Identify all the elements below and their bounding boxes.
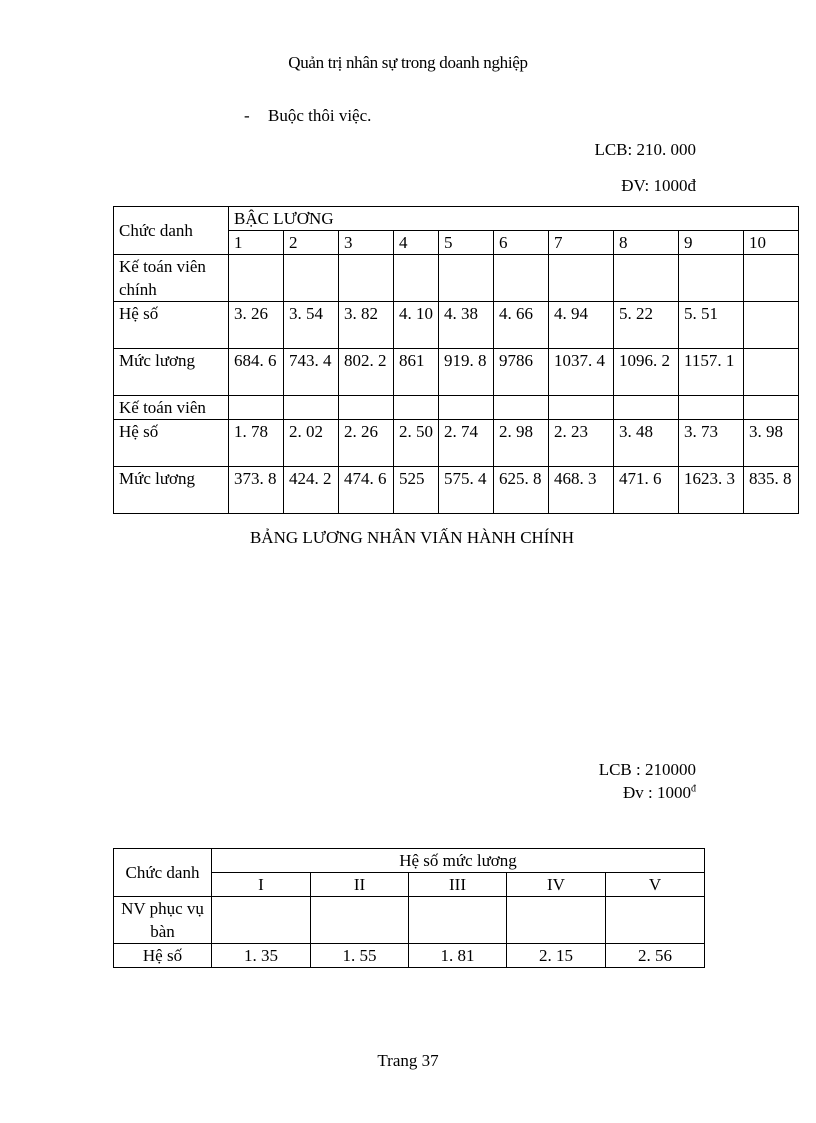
data-cell: 373. 8 <box>229 467 284 514</box>
data-cell: 1037. 4 <box>549 349 614 396</box>
data-cell: 3. 82 <box>339 302 394 349</box>
level-cell: 9 <box>679 231 744 255</box>
data-cell <box>284 396 339 420</box>
level-cell: 5 <box>439 231 494 255</box>
data-cell: 3. 54 <box>284 302 339 349</box>
level-cell: 7 <box>549 231 614 255</box>
row-label-cell: Mức lương <box>114 349 229 396</box>
bullet-dash: - <box>244 106 250 125</box>
data-cell: 2. 26 <box>339 420 394 467</box>
data-cell: 474. 6 <box>339 467 394 514</box>
level-cell: I <box>212 873 311 897</box>
coefficient-table <box>113 848 705 968</box>
table-row <box>114 349 799 396</box>
group-header-cell: BẬC LƯƠNG <box>229 207 799 231</box>
data-cell: 575. 4 <box>439 467 494 514</box>
table-row <box>114 396 799 420</box>
data-cell <box>394 396 439 420</box>
data-cell <box>494 396 549 420</box>
data-cell <box>549 396 614 420</box>
data-cell: 9786 <box>494 349 549 396</box>
data-cell <box>614 255 679 302</box>
table-row <box>114 302 799 349</box>
data-cell <box>339 255 394 302</box>
data-cell: 2. 98 <box>494 420 549 467</box>
data-cell <box>339 396 394 420</box>
bullet-item <box>244 106 371 126</box>
data-cell: 5. 51 <box>679 302 744 349</box>
data-cell: 2. 02 <box>284 420 339 467</box>
data-cell: 802. 2 <box>339 349 394 396</box>
data-cell <box>212 897 311 944</box>
data-cell <box>229 255 284 302</box>
data-cell <box>439 396 494 420</box>
data-cell: 835. 8 <box>744 467 799 514</box>
table-row <box>114 420 799 467</box>
data-cell: 4. 94 <box>549 302 614 349</box>
data-cell <box>606 897 705 944</box>
bullet-text: Buộc thôi việc. <box>268 106 372 125</box>
data-cell: 2. 74 <box>439 420 494 467</box>
row-label-cell: Hệ số <box>114 944 212 968</box>
data-cell <box>507 897 606 944</box>
data-cell: 424. 2 <box>284 467 339 514</box>
level-cell: 3 <box>339 231 394 255</box>
data-cell <box>744 349 799 396</box>
data-cell: 3. 73 <box>679 420 744 467</box>
header-row <box>114 849 705 873</box>
data-cell: 1. 78 <box>229 420 284 467</box>
base-salary-note: LCB: 210. 000 <box>594 140 696 159</box>
row-label-cell: Mức lương <box>114 467 229 514</box>
unit-note-2 <box>623 783 696 803</box>
level-cell: V <box>606 873 705 897</box>
data-cell: 3. 98 <box>744 420 799 467</box>
data-cell: 625. 8 <box>494 467 549 514</box>
level-cell: 6 <box>494 231 549 255</box>
data-cell: 468. 3 <box>549 467 614 514</box>
row-label-cell: Hệ số <box>114 302 229 349</box>
data-cell: 2. 56 <box>606 944 705 968</box>
data-cell: 471. 6 <box>614 467 679 514</box>
data-cell: 2. 50 <box>394 420 439 467</box>
data-cell: 1157. 1 <box>679 349 744 396</box>
page-number: Trang 37 <box>377 1051 439 1070</box>
level-cell: 10 <box>744 231 799 255</box>
row-label-cell: NV phục vụ bàn <box>114 897 212 944</box>
data-cell: 2. 23 <box>549 420 614 467</box>
salary-grade-table <box>113 206 799 514</box>
level-cell: III <box>409 873 507 897</box>
col-header-cell: Chức danh <box>114 849 212 897</box>
data-cell <box>394 255 439 302</box>
data-cell <box>229 396 284 420</box>
data-cell: 1. 55 <box>311 944 409 968</box>
data-cell <box>679 396 744 420</box>
data-cell: 4. 38 <box>439 302 494 349</box>
unit-note: ĐV: 1000đ <box>621 176 696 195</box>
header-row <box>114 207 799 231</box>
level-cell: 2 <box>284 231 339 255</box>
row-label-cell: Kế toán viên <box>114 396 229 420</box>
data-cell <box>439 255 494 302</box>
data-cell <box>744 396 799 420</box>
data-cell <box>744 255 799 302</box>
data-cell: 684. 6 <box>229 349 284 396</box>
col-header-cell: Chức danh <box>114 207 229 255</box>
data-cell: 1. 81 <box>409 944 507 968</box>
unit-note-2-sup: đ <box>691 783 696 795</box>
row-label-cell: Kế toán viên chính <box>114 255 229 302</box>
group-header-cell: Hệ số mức lương <box>212 849 705 873</box>
data-cell: 525 <box>394 467 439 514</box>
level-cell: II <box>311 873 409 897</box>
table-row <box>114 897 705 944</box>
unit-note-2-text: Đv : 1000 <box>623 783 691 802</box>
data-cell <box>744 302 799 349</box>
data-cell <box>409 897 507 944</box>
data-cell <box>311 897 409 944</box>
data-cell: 5. 22 <box>614 302 679 349</box>
data-cell: 3. 48 <box>614 420 679 467</box>
row-label-cell: Hệ số <box>114 420 229 467</box>
table-row <box>114 255 799 302</box>
table-caption: BẢNG LƯƠNG NHÂN VIẤN HÀNH CHÍNH <box>249 528 575 547</box>
data-cell: 919. 8 <box>439 349 494 396</box>
table-row <box>114 944 705 968</box>
data-cell: 743. 4 <box>284 349 339 396</box>
data-cell: 4. 10 <box>394 302 439 349</box>
base-salary-note-2: LCB : 210000 <box>598 760 696 779</box>
page-header: Quản trị nhân sự trong doanh nghiệp <box>288 53 528 72</box>
data-cell <box>494 255 549 302</box>
data-cell: 4. 66 <box>494 302 549 349</box>
data-cell <box>284 255 339 302</box>
data-cell: 1096. 2 <box>614 349 679 396</box>
level-cell: IV <box>507 873 606 897</box>
table-row <box>114 467 799 514</box>
level-cell: 4 <box>394 231 439 255</box>
level-cell: 8 <box>614 231 679 255</box>
data-cell: 1623. 3 <box>679 467 744 514</box>
data-cell <box>549 255 614 302</box>
data-cell: 2. 15 <box>507 944 606 968</box>
data-cell: 1. 35 <box>212 944 311 968</box>
level-cell: 1 <box>229 231 284 255</box>
data-cell: 861 <box>394 349 439 396</box>
data-cell: 3. 26 <box>229 302 284 349</box>
data-cell <box>614 396 679 420</box>
data-cell <box>679 255 744 302</box>
